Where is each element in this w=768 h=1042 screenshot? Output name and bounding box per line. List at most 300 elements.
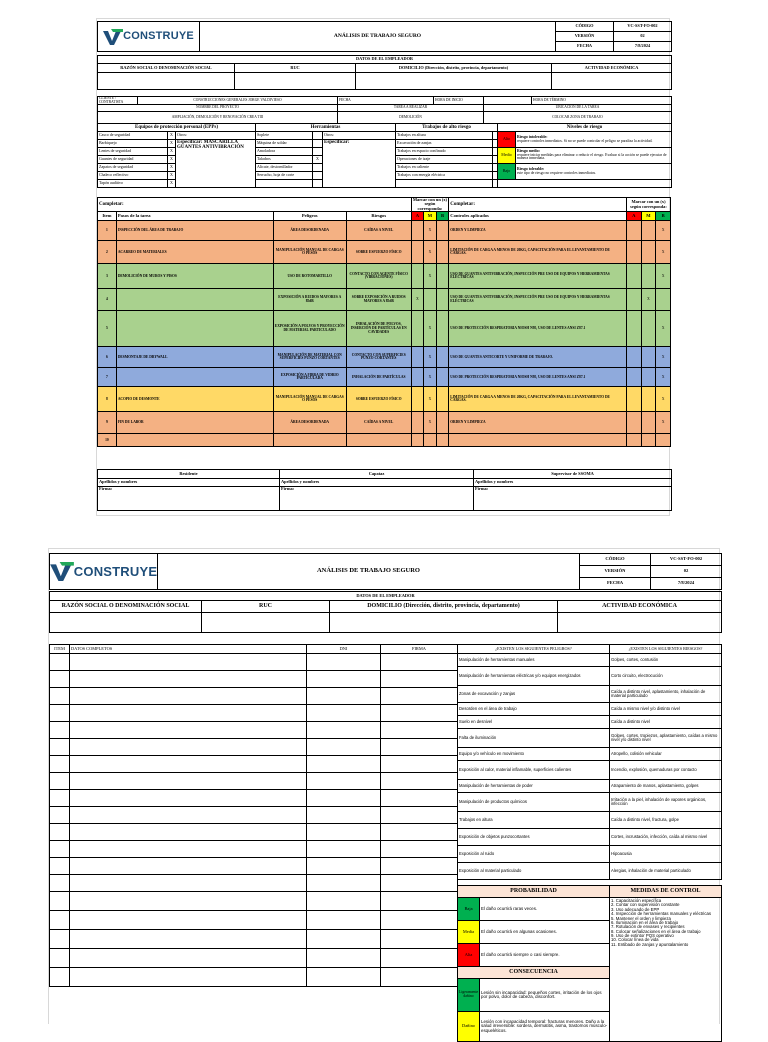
domicilio-header-2: DOMICILIO (Dirección, distrito, provincia, departamento) — [330, 601, 558, 613]
alto-riesgo-mark[interactable] — [493, 140, 498, 148]
attendance-dni-field[interactable] — [307, 824, 381, 841]
attendance-nombre-field[interactable] — [70, 824, 307, 841]
medida-item: 4. Inspección de herramientas manuales y eléctricas — [611, 911, 712, 917]
hazard-row — [458, 793, 722, 812]
attendance-nombre-field[interactable] — [70, 892, 307, 911]
attendance-row — [50, 968, 458, 987]
nivel-alto-desc: Riesgo intolerable: requiere controles inmediatos. Si no se puede controlar el peligro se paraliza la actividad. — [516, 132, 672, 148]
sheet2-employer — [49, 591, 722, 633]
risk-mark-b[interactable] — [436, 412, 449, 434]
fecha-field-label: FECHA — [338, 97, 434, 105]
attendance-firma-field[interactable] — [381, 968, 458, 987]
residual-mark-b[interactable]: X — [656, 387, 671, 412]
ruc-header-2: RUC — [202, 601, 330, 613]
task-peligro: ÁREA DESORDENADA — [273, 412, 346, 434]
hazard-riesgo: Atropello, colisión vehicular — [610, 748, 722, 761]
hora-inicio-field[interactable] — [484, 97, 532, 105]
col-alto: A — [411, 212, 424, 221]
attendance-item — [50, 722, 70, 739]
attendance-nombre-field[interactable] — [70, 949, 307, 968]
medida-item: 9. Uso de extintor PQS operativo — [611, 933, 674, 938]
hazard-row — [458, 748, 722, 761]
codigo-label-2: CÓDIGO — [580, 554, 651, 566]
task-riesgo: INHALACIÓN DE POLVOS, INSERCIÓN DE PARTÍCULAS EN CAVIDADES — [346, 311, 411, 347]
risk-mark-m[interactable] — [424, 289, 437, 311]
col-riesgos-2: ¿EXISTEN LOS SIGUIENTES RIESGOS? — [610, 645, 722, 654]
tarea-value: DEMOLICIÓN — [338, 112, 484, 124]
attendance-nombre-field[interactable] — [70, 911, 307, 930]
risk-mark-a[interactable] — [411, 264, 424, 289]
attendance-item — [50, 930, 70, 949]
codigo-label: CÓDIGO — [556, 22, 614, 32]
epp-header: Equipos de protección personal (EPPs) — [98, 124, 256, 132]
residual-mark-m[interactable] — [641, 387, 656, 412]
risk-mark-m[interactable]: X — [424, 221, 437, 241]
alto-riesgo-item-empty — [396, 180, 493, 188]
residual-mark-m[interactable] — [641, 264, 656, 289]
task-peligro: MANIPULACIÓN DE MATERIAL CON SUPERFICIES PUNZO CORTANTES — [273, 347, 346, 368]
supervisor-nombre-field[interactable]: Apellidos y nombres — [474, 479, 672, 487]
risk-mark-a[interactable] — [411, 368, 424, 387]
medida-item: 2. Contar con supervisión constante — [611, 902, 680, 908]
epp-item: Guantes de seguridad — [98, 156, 168, 164]
residual-mark-a[interactable] — [626, 387, 641, 412]
risk-mark-b[interactable] — [436, 387, 449, 412]
cliente-value: CONSTRUCCIONES GENERALES JORGE VALDIVIESO — [138, 97, 338, 105]
task-paso: DESMONTAJE DE DRYWALL — [116, 347, 273, 368]
supervisor-firma-field[interactable]: Firma: — [474, 487, 672, 511]
residual-mark-b[interactable] — [656, 434, 671, 447]
risk-mark-m[interactable]: X — [424, 347, 437, 368]
sheet1-signatures — [97, 469, 672, 511]
residual-mark-b[interactable]: X — [656, 347, 671, 368]
hazard-peligro: Desorden en el área de trabajo — [458, 703, 610, 716]
residual-mark-b[interactable]: X — [656, 221, 671, 241]
epp-otros-label: Otros: — [176, 132, 256, 140]
attendance-firma-field[interactable] — [381, 824, 458, 841]
prob-media-swatch: Media — [458, 921, 480, 944]
domicilio-field[interactable] — [356, 73, 552, 90]
hazard-peligro: Manipulación de herramientas de poder — [458, 780, 610, 793]
residual-mark-m[interactable]: X — [641, 289, 656, 311]
actividad-field-2[interactable] — [558, 613, 722, 633]
attendance-firma-field[interactable] — [381, 790, 458, 807]
hazard-row — [458, 863, 722, 880]
attendance-dni-field[interactable] — [307, 858, 381, 875]
medida-item: 10. Colocar línea de vida — [611, 937, 659, 943]
alto-riesgo-item: Trabajos en espacio confinado — [396, 148, 493, 156]
attendance-dni-field[interactable] — [307, 968, 381, 987]
hazard-peligro: Exposición al material particulado — [458, 863, 610, 880]
attendance-item — [50, 705, 70, 722]
ats-sheet-2 — [48, 548, 720, 1033]
sheet1-project-info — [97, 96, 672, 124]
attendance-row — [50, 892, 458, 911]
attendance-nombre-field[interactable] — [70, 875, 307, 892]
attendance-firma-field[interactable] — [381, 930, 458, 949]
col-bajo-2: B — [656, 212, 671, 221]
attendance-firma-field[interactable] — [381, 654, 458, 671]
task-row — [98, 434, 671, 447]
residual-mark-m[interactable] — [641, 347, 656, 368]
ats-sheet-1 — [96, 18, 670, 516]
prob-alta-desc: El daño ocurrirá siempre o casi siempre. — [480, 944, 610, 967]
residual-mark-m[interactable] — [641, 241, 656, 264]
attendance-firma-field[interactable] — [381, 688, 458, 705]
epp-mark[interactable]: X — [168, 140, 176, 148]
epp-mark[interactable]: X — [168, 156, 176, 164]
alto-riesgo-mark[interactable] — [493, 172, 498, 180]
risk-mark-b[interactable] — [436, 347, 449, 368]
attendance-nombre-field[interactable] — [70, 756, 307, 773]
sheet2-hazards — [457, 644, 722, 880]
hora-termino-label: HORA DE TÉRMINO — [532, 97, 672, 105]
risk-mark-m[interactable]: X — [424, 264, 437, 289]
residual-mark-a[interactable] — [626, 368, 641, 387]
task-row — [98, 412, 671, 434]
risk-mark-a[interactable] — [411, 387, 424, 412]
risk-mark-b[interactable] — [436, 289, 449, 311]
hazard-peligro: Manipulación de herramientas manuales — [458, 654, 610, 667]
attendance-nombre-field[interactable] — [70, 688, 307, 705]
residente-nombre-field[interactable]: Apellidos y nombres — [98, 479, 280, 487]
attendance-nombre-field[interactable] — [70, 807, 307, 824]
company-name-2: CONSTRUYE — [73, 563, 158, 579]
attendance-dni-field[interactable] — [307, 930, 381, 949]
attendance-nombre-field[interactable] — [70, 841, 307, 858]
attendance-item — [50, 824, 70, 841]
capataz-firma-field[interactable]: Firma: — [280, 487, 474, 511]
risk-mark-b[interactable] — [436, 241, 449, 264]
hazard-row — [458, 703, 722, 716]
task-riesgo: INHALACIÓN DE PARTÍCULAS — [346, 368, 411, 387]
hazard-peligro: Exposición al ruido — [458, 846, 610, 863]
task-item: 10 — [98, 434, 117, 447]
attendance-item — [50, 790, 70, 807]
attendance-item — [50, 756, 70, 773]
alto-riesgo-header: Trabajos de alto riesgo — [396, 124, 498, 132]
marcar-label-2: Marcar con un (x) según corresponda: — [626, 198, 670, 212]
attendance-nombre-field[interactable] — [70, 705, 307, 722]
attendance-dni-field[interactable] — [307, 911, 381, 930]
risk-mark-m[interactable]: X — [424, 368, 437, 387]
attendance-nombre-field[interactable] — [70, 654, 307, 671]
logo-mark-icon — [103, 29, 123, 45]
risk-mark-m[interactable]: X — [424, 387, 437, 412]
attendance-dni-field[interactable] — [307, 841, 381, 858]
task-peligro: MANIPULACIÓN MANUAL DE CARGAS O PESOS — [273, 241, 346, 264]
sheet2-attendance — [49, 644, 458, 987]
hazard-row — [458, 729, 722, 748]
residual-mark-m[interactable] — [641, 368, 656, 387]
risk-mark-m[interactable]: X — [424, 311, 437, 347]
residual-mark-b[interactable] — [656, 289, 671, 311]
attendance-firma-field[interactable] — [381, 739, 458, 756]
attendance-row — [50, 671, 458, 688]
razon-social-header: RAZÓN SOCIAL O DENOMINACIÓN SOCIAL — [98, 64, 235, 73]
logo-mark-icon — [50, 562, 74, 581]
attendance-firma-field[interactable] — [381, 807, 458, 824]
prob-baja-swatch: Baja — [458, 898, 480, 921]
residual-mark-b[interactable]: X — [656, 241, 671, 264]
attendance-nombre-field[interactable] — [70, 739, 307, 756]
epp-mark[interactable]: X — [168, 180, 176, 188]
residual-mark-a[interactable] — [626, 347, 641, 368]
razon-social-field-2[interactable] — [50, 613, 202, 633]
task-paso: ACARREO DE MATERIALES — [116, 241, 273, 264]
task-paso: INSPECCIÓN DEL ÁREA DE TRABAJO — [116, 221, 273, 241]
nivel-bajo-desc: Riesgo tolerable: este tipo de riesgo no requiere controles inmediatos. — [516, 164, 672, 180]
risk-mark-b[interactable] — [436, 221, 449, 241]
task-peligro: EXPOSICIÓN A POLVOS Y PROYECCIÓN DE MATERIAL PARTICULADO — [273, 311, 346, 347]
task-riesgo: SOBRE EXPOSICIÓN A RUIDOS MAYORES A 85dB — [346, 289, 411, 311]
version-value-2: 02 — [651, 566, 722, 578]
residual-mark-m[interactable] — [641, 221, 656, 241]
task-riesgo: CAÍDAS A NIVEL — [346, 221, 411, 241]
attendance-item — [50, 807, 70, 824]
risk-mark-m[interactable]: X — [424, 412, 437, 434]
medida-item: 3. Uso adecuado de EPP — [611, 906, 660, 912]
actividad-header: ACTIVIDAD ECONÓMICA — [552, 64, 672, 73]
task-row — [98, 221, 671, 241]
attendance-nombre-field[interactable] — [70, 722, 307, 739]
risk-mark-a[interactable] — [411, 412, 424, 434]
attendance-row — [50, 654, 458, 671]
hazard-peligro: Equipo y/o vehículo en movimiento — [458, 748, 610, 761]
hazard-riesgo: Golpes, cortes, contusión — [610, 654, 722, 667]
residente-firma-field[interactable]: Firma: — [98, 487, 280, 511]
medidas-header: MEDIDAS DE CONTROL — [610, 886, 722, 898]
epp-especificar: Especificar: MASCARILLA GUANTES ANTIVIBRACIÓN — [176, 140, 256, 188]
attendance-dni-field[interactable] — [307, 949, 381, 968]
risk-mark-m[interactable] — [424, 434, 437, 447]
attendance-row — [50, 773, 458, 790]
risk-mark-b[interactable] — [436, 368, 449, 387]
residual-mark-a[interactable] — [626, 221, 641, 241]
residual-mark-m[interactable] — [641, 311, 656, 347]
attendance-nombre-field[interactable] — [70, 930, 307, 949]
herramienta-mark[interactable] — [313, 140, 323, 148]
attendance-dni-field[interactable] — [307, 807, 381, 824]
hazard-peligro: Trabajos en altura — [458, 812, 610, 829]
residual-mark-a[interactable] — [626, 289, 641, 311]
consecuencia-header: CONSECUENCIA — [458, 967, 610, 979]
attendance-row — [50, 858, 458, 875]
attendance-firma-field[interactable] — [381, 671, 458, 688]
nivel-medio-desc: Riesgo medio: requiere iniciar medidas para eliminar o reducir el riesgo. Evaluar si la acción se puede ejecutar de manera inmediata. — [516, 148, 672, 164]
attendance-firma-field[interactable] — [381, 892, 458, 911]
attendance-firma-field[interactable] — [381, 705, 458, 722]
ubicacion-value: COLOCAR ZONA DE TRABAJO — [484, 112, 672, 124]
attendance-dni-field[interactable] — [307, 739, 381, 756]
col-medio: M — [424, 212, 437, 221]
herramienta-mark[interactable]: X — [313, 156, 323, 164]
residual-mark-b[interactable]: X — [656, 264, 671, 289]
alto-riesgo-item: Trabajos en altura — [396, 132, 493, 140]
attendance-nombre-field[interactable] — [70, 671, 307, 688]
col-bajo: B — [436, 212, 449, 221]
sheet1-employer — [97, 55, 672, 90]
capataz-nombre-field[interactable]: Apellidos y nombres — [280, 479, 474, 487]
fecha-value: 7/8/2024 — [614, 42, 672, 52]
hazard-peligro: Manipulación de herramientas eléctricas y/o equipos energizados — [458, 667, 610, 686]
attendance-dni-field[interactable] — [307, 892, 381, 911]
attendance-item — [50, 654, 70, 671]
attendance-dni-field[interactable] — [307, 773, 381, 790]
attendance-dni-field[interactable] — [307, 756, 381, 773]
fecha-label: FECHA — [556, 42, 614, 52]
task-paso — [116, 311, 273, 347]
task-riesgo: CONTACTO CON AGENTE FÍSICO (VIBRACIONES) — [346, 264, 411, 289]
task-riesgo: SOBRE ESFUERZO FÍSICO — [346, 241, 411, 264]
attendance-nombre-field[interactable] — [70, 773, 307, 790]
attendance-nombre-field[interactable] — [70, 790, 307, 807]
risk-mark-b[interactable] — [436, 264, 449, 289]
ruc-field[interactable] — [235, 73, 356, 90]
residual-mark-m[interactable] — [641, 434, 656, 447]
residual-mark-b[interactable]: X — [656, 368, 671, 387]
prob-alta-swatch: Alta — [458, 944, 480, 967]
ruc-header: RUC — [235, 64, 356, 73]
task-peligro: EXPOSICIÓN A RUIDOS MAYORES A 85dB — [273, 289, 346, 311]
domicilio-field-2[interactable] — [330, 613, 558, 633]
actividad-field[interactable] — [552, 73, 672, 90]
residual-mark-b[interactable]: X — [656, 412, 671, 434]
herramienta-mark[interactable] — [313, 148, 323, 156]
attendance-nombre-field[interactable] — [70, 858, 307, 875]
fecha-value-2: 7/8/2024 — [651, 578, 722, 590]
sheet1-header — [97, 21, 672, 52]
niveles-header: Niveles de riesgo — [498, 124, 672, 132]
razon-social-field[interactable] — [98, 73, 235, 90]
attendance-firma-field[interactable] — [381, 773, 458, 790]
attendance-dni-field[interactable] — [307, 875, 381, 892]
col-datos: DATOS COMPLETOS — [70, 645, 307, 654]
ruc-field-2[interactable] — [202, 613, 330, 633]
attendance-row — [50, 722, 458, 739]
epp-mark[interactable]: X — [168, 164, 176, 172]
company-logo-2 — [50, 554, 158, 590]
epp-item: Chaleco reflectivo — [98, 172, 168, 180]
attendance-item — [50, 773, 70, 790]
attendance-firma-field[interactable] — [381, 875, 458, 892]
attendance-dni-field[interactable] — [307, 671, 381, 688]
col-dni: DNI — [307, 645, 381, 654]
document-title-2: ANÁLISIS DE TRABAJO SEGURO — [158, 554, 580, 590]
herr-otros-label: Otros: — [323, 132, 396, 140]
residual-mark-a[interactable] — [626, 412, 641, 434]
medida-item: 8. Colocar señalizaciones en el área de trabajo — [611, 928, 701, 934]
herramientas-header: Herramientas — [256, 124, 396, 132]
nombre-proyecto-label: NOMBRE DEL PROYECTO — [98, 105, 338, 112]
residente-label: Residente — [98, 470, 280, 479]
attendance-dni-field[interactable] — [307, 654, 381, 671]
risk-mark-a[interactable]: X — [411, 289, 424, 311]
herramienta-item-empty — [256, 180, 313, 188]
prob-baja-desc: El daño ocurrirá raras veces. — [480, 898, 610, 921]
herramienta-mark[interactable] — [313, 132, 323, 140]
residual-mark-a[interactable] — [626, 311, 641, 347]
attendance-firma-field[interactable] — [381, 911, 458, 930]
niveles-blank — [498, 180, 672, 188]
sheet1-task-table — [97, 197, 671, 447]
risk-mark-b[interactable] — [436, 434, 449, 447]
risk-mark-a[interactable] — [411, 347, 424, 368]
attendance-firma-field[interactable] — [381, 841, 458, 858]
attendance-dni-field[interactable] — [307, 705, 381, 722]
residual-mark-a[interactable] — [626, 264, 641, 289]
col-controles: Controles aplicados — [449, 212, 627, 221]
risk-mark-a[interactable] — [411, 241, 424, 264]
probabilidad-header: PROBABILIDAD — [458, 886, 610, 898]
epp-item: Barbiquejo — [98, 140, 168, 148]
attendance-firma-field[interactable] — [381, 756, 458, 773]
attendance-item — [50, 671, 70, 688]
task-control: LIMITACIÓN DE CARGA A MENOS DE 20KG, CAPACITACIÓN PARA EL LEVANTAMIENTO DE CARGAS. — [449, 387, 627, 412]
attendance-firma-field[interactable] — [381, 858, 458, 875]
task-item: 4 — [98, 289, 117, 311]
task-item: 8 — [98, 387, 117, 412]
task-control: ORDEN Y LIMPIEZA — [449, 221, 627, 241]
nivel-bajo-swatch: Bajo — [498, 164, 516, 180]
epp-mark[interactable]: X — [168, 172, 176, 180]
medida-item: 11. Entibado de zanjas y apuntalamiento — [611, 941, 689, 947]
hazard-row — [458, 686, 722, 703]
epp-mark[interactable]: X — [168, 132, 176, 140]
hazard-riesgo: Caída a distinto nivel — [610, 716, 722, 729]
hazard-riesgo: Alergias, inhalación de material particulado — [610, 863, 722, 880]
task-control: ORDEN Y LIMPIEZA — [449, 412, 627, 434]
risk-mark-a[interactable] — [411, 434, 424, 447]
medida-item: 7. Rotulación de envases y recipientes — [611, 924, 685, 930]
attendance-firma-field[interactable] — [381, 722, 458, 739]
company-logo — [98, 22, 200, 52]
alto-riesgo-mark[interactable] — [493, 156, 498, 164]
attendance-item — [50, 739, 70, 756]
risk-mark-m[interactable]: X — [424, 241, 437, 264]
attendance-dni-field[interactable] — [307, 722, 381, 739]
epp-item: Casco de seguridad — [98, 132, 168, 140]
attendance-dni-field[interactable] — [307, 790, 381, 807]
risk-mark-a[interactable] — [411, 221, 424, 241]
residual-mark-a[interactable] — [626, 241, 641, 264]
marcar-label: Marcar con un (x) según corresponda: — [412, 197, 447, 211]
herramienta-mark-empty[interactable] — [313, 180, 323, 188]
epp-mark[interactable]: X — [168, 148, 176, 156]
nivel-alto-swatch: Alto — [498, 132, 516, 148]
risk-mark-b[interactable] — [436, 311, 449, 347]
risk-mark-a[interactable] — [411, 311, 424, 347]
herramienta-item: Soplete — [256, 132, 313, 140]
attendance-nombre-field[interactable] — [70, 968, 307, 987]
col-item: Item — [98, 212, 117, 221]
task-paso — [116, 289, 273, 311]
attendance-dni-field[interactable] — [307, 688, 381, 705]
task-riesgo: CONTACTO CON SUPERFICIES PUNZO CORTANTES — [346, 347, 411, 368]
residual-mark-m[interactable] — [641, 412, 656, 434]
herramienta-mark[interactable] — [313, 164, 323, 172]
task-row — [98, 264, 671, 289]
attendance-firma-field[interactable] — [381, 949, 458, 968]
col-peligros-2: ¿EXISTEN LOS SIGUIENTES PELIGROS? — [458, 645, 610, 654]
hazard-riesgo: Corto circuito, electrocución — [610, 667, 722, 686]
herramienta-mark[interactable] — [313, 172, 323, 180]
residual-mark-b[interactable]: X — [656, 311, 671, 347]
medida-item: 1. Capacitación específica — [611, 898, 662, 903]
task-control: LIMITACIÓN DE CARGA A MENOS DE 20KG, CAPACITACIÓN PARA EL LEVANTAMIENTO DE CARGAS. — [449, 241, 627, 264]
attendance-item — [50, 892, 70, 911]
residual-mark-a[interactable] — [626, 434, 641, 447]
